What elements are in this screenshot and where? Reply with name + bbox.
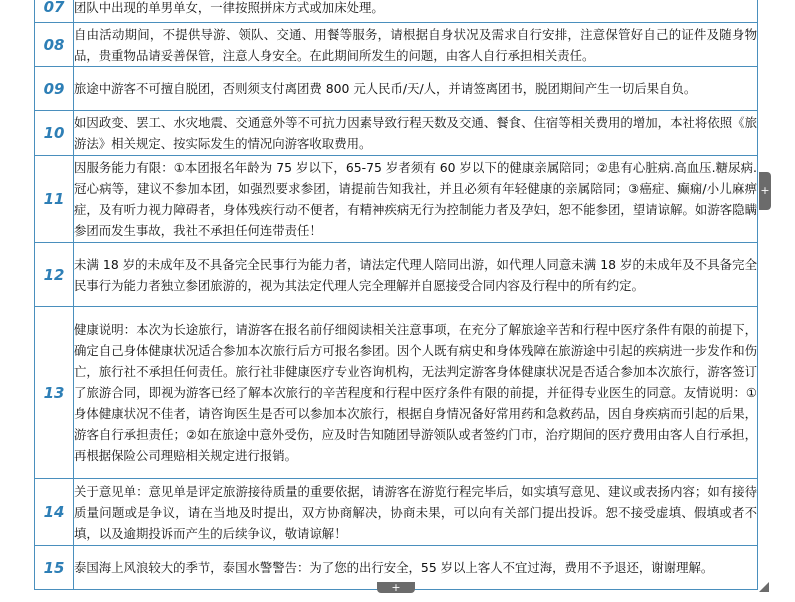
add-row-tab[interactable]: +: [377, 582, 415, 593]
row-text: 旅途中游客不可擅自脱团，否则须支付离团费 800 元人民币/天/人，并请签离团书，脱团期间产生一切后果自负。: [74, 67, 758, 111]
resize-grip-icon: [759, 582, 769, 592]
row-number: 11: [35, 156, 74, 243]
table-row: [35, 307, 758, 479]
row-number: 14: [35, 479, 74, 546]
row-text: 关于意见单：意见单是评定旅游接待质量的重要依据，请游客在游览行程完毕后，如实填写意见、建议或表扬内容；如有接待质量问题或是争议，请在当地及时提出，双方协商解决，协商未果，可以向有关部门提出投诉。恕不接受虚填、假填或者不填，以及逾期投诉而产生的后续争议，敬请谅解！: [74, 479, 758, 546]
table-row: [35, 0, 758, 23]
table-row: [35, 111, 758, 156]
row-number: 09: [35, 67, 74, 111]
row-number: 10: [35, 111, 74, 156]
row-number: 12: [35, 243, 74, 307]
row-text: 团队中出现的单男单女，一律按照拼床方式或加床处理。: [74, 0, 758, 23]
row-text: 泰国海上风浪较大的季节，泰国水警警告：为了您的出行安全，55 岁以上客人不宜过海，费用不予退还，谢谢理解。: [74, 546, 758, 590]
table-row: [35, 243, 758, 307]
row-text: 未满 18 岁的未成年及不具备完全民事行为能力者，请法定代理人陪同出游，如代理人同意未满 18 岁的未成年及不具备完全民事行为能力者独立参团旅游的，视为其法定代理人完全理解并自愿接受合同内容及行程中的所有约定。: [74, 243, 758, 307]
row-number: 08: [35, 23, 74, 67]
table-resize-handle[interactable]: [759, 582, 769, 592]
terms-table: [34, 0, 758, 590]
table-row: [35, 23, 758, 67]
row-number: 13: [35, 307, 74, 479]
add-column-tab[interactable]: +: [759, 172, 771, 210]
table-row: [35, 67, 758, 111]
row-text: 如因政变、罢工、水灾地震、交通意外等不可抗力因素导致行程天数及交通、餐食、住宿等相关费用的增加，本社将依照《旅游法》相关规定、按实际发生的情况向游客收取费用。: [74, 111, 758, 156]
row-text: 健康说明：本次为长途旅行，请游客在报名前仔细阅读相关注意事项，在充分了解旅途辛苦和行程中医疗条件有限的前提下，确定自己身体健康状况适合参加本次旅行后方可报名参团。因个人既有病史和身体残障在旅游途中引起的疾病进一步发作和伤亡，旅行社不承担任何责任。旅行社非健康医疗专业咨询机构，无法判定游客身体健康状况是否适合参加本次旅行，游客签订了旅游合同，即视为游客已经了解本次旅行的辛苦程度和行程中医疗条件有限的前提，并征得专业医生的同意。友情说明：①身体健康状况不佳者，请咨询医生是否可以参加本次旅行，根据自身情况备好常用药和急救药品，因自身疾病而引起的后果，游客自行承担责任；②如在旅途中意外受伤，应及时告知随团导游领队或者签约门市，治疗期间的医疗费用由客人自行承担，再根据保险公司理赔相关规定进行报销。: [74, 307, 758, 479]
row-number: 07: [35, 0, 74, 23]
row-text: 因服务能力有限：①本团报名年龄为 75 岁以下，65-75 岁者须有 60 岁以下的健康亲属陪同；②患有心脏病.高血压.糖尿病.冠心病等，建议不参加本团，如强烈要求参团，请提前告知我社，并且必须有年轻健康的亲属陪同；③癌症、癫痫/小儿麻痹症，及有听力视力障碍者，身体残疾行动不便者，有精神疾病无行为控制能力者及孕妇，恕不能参团，望请谅解。如游客隐瞒参团而发生事故，我社不承担任何连带责任！: [74, 156, 758, 243]
table-row: [35, 156, 758, 243]
row-text: 自由活动期间，不提供导游、领队、交通、用餐等服务，请根据自身状况及需求自行安排，注意保管好自己的证件及随身物品，贵重物品请妥善保管，注意人身安全。在此期间所发生的问题，由客人自行承担相关责任。: [74, 23, 758, 67]
row-number: 15: [35, 546, 74, 590]
table-row: [35, 479, 758, 546]
